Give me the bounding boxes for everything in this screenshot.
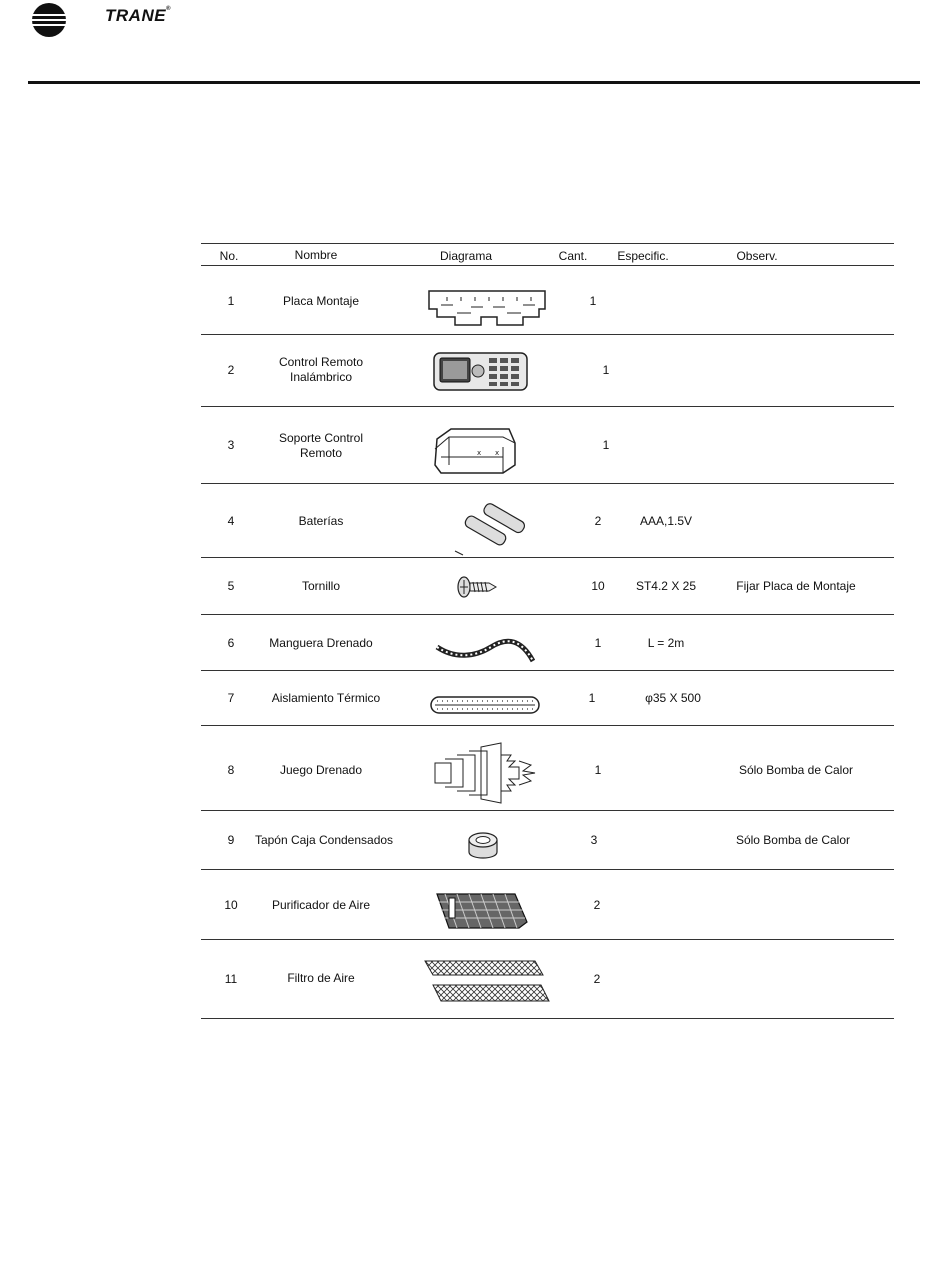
row-2-name: Control Remoto Inalámbrico — [278, 355, 364, 384]
remote-holder-icon — [433, 425, 519, 480]
drain-joint-icon — [431, 741, 541, 810]
row-divider — [201, 406, 894, 407]
row-11-no: 11 — [224, 972, 238, 986]
row-divider — [201, 869, 894, 870]
row-8-qty: 1 — [594, 763, 602, 777]
row-divider — [201, 810, 894, 811]
row-4-qty: 2 — [594, 514, 602, 528]
mounting-plate-icon — [427, 287, 549, 334]
row-divider — [201, 939, 894, 940]
row-10-name: Purificador de Aire — [271, 898, 371, 912]
row-5-spec: ST4.2 X 25 — [635, 579, 697, 593]
row-5-obs: Fijar Placa de Montaje — [736, 579, 856, 593]
brand-name: TRANE — [105, 6, 167, 25]
row-10-qty: 2 — [593, 898, 601, 912]
col-header-qty: Cant. — [558, 249, 588, 263]
svg-text:x: x — [477, 449, 482, 457]
row-6-qty: 1 — [594, 636, 602, 650]
row-9-qty: 3 — [590, 833, 598, 847]
row-divider — [201, 483, 894, 484]
col-header-name: Nombre — [294, 248, 338, 262]
row-5-no: 5 — [227, 579, 235, 593]
row-divider — [201, 614, 894, 615]
row-7-no: 7 — [227, 691, 235, 705]
brand-logo — [30, 0, 190, 40]
row-8-name: Juego Drenado — [279, 763, 363, 777]
row-1-name: Placa Montaje — [282, 294, 360, 308]
svg-text:x: x — [495, 449, 500, 457]
row-4-name: Baterías — [298, 514, 344, 528]
drain-hose-icon — [435, 637, 535, 670]
row-7-spec: φ35 X 500 — [645, 691, 701, 705]
brand-mark: ® — [166, 6, 171, 12]
row-4-no: 4 — [227, 514, 235, 528]
row-11-name: Filtro de Aire — [287, 971, 355, 985]
row-4-spec: AAA,1.5V — [639, 514, 693, 528]
row-3-qty: 1 — [602, 438, 610, 452]
table-top-line — [201, 243, 894, 244]
row-3-name: Soporte Control Remoto — [278, 431, 364, 460]
row-11-qty: 2 — [593, 972, 601, 986]
col-header-obs: Observ. — [736, 249, 778, 263]
row-8-obs: Sólo Bomba de Calor — [738, 763, 854, 777]
row-6-no: 6 — [227, 636, 235, 650]
row-2-no: 2 — [227, 363, 235, 377]
insulation-icon — [429, 693, 541, 724]
row-3-no: 3 — [227, 438, 235, 452]
row-5-qty: 10 — [591, 579, 605, 593]
screw-icon — [457, 574, 497, 605]
row-7-qty: 1 — [588, 691, 596, 705]
row-divider — [201, 557, 894, 558]
col-header-diagram: Diagrama — [439, 249, 493, 263]
row-9-no: 9 — [227, 833, 235, 847]
row-divider — [201, 725, 894, 726]
row-2-qty: 1 — [602, 363, 610, 377]
batteries-icon — [451, 501, 531, 562]
row-5-name: Tornillo — [301, 579, 340, 593]
row-divider — [201, 265, 894, 266]
row-6-name: Manguera Drenado — [269, 636, 373, 650]
row-9-obs: Sólo Bomba de Calor — [735, 833, 851, 847]
trane-globe-icon — [30, 0, 70, 40]
row-1-no: 1 — [227, 294, 235, 308]
row-divider — [201, 334, 894, 335]
row-7-name: Aislamiento Térmico — [271, 691, 381, 705]
header-rule — [28, 81, 920, 84]
row-divider — [201, 670, 894, 671]
row-10-no: 10 — [224, 898, 238, 912]
col-header-no: No. — [219, 249, 239, 263]
row-9-name: Tapón Caja Condensados — [254, 833, 394, 847]
row-8-no: 8 — [227, 763, 235, 777]
row-1-qty: 1 — [589, 294, 597, 308]
remote-control-icon — [433, 352, 529, 397]
air-filter-icon — [423, 959, 551, 1012]
drain-plug-icon — [465, 830, 501, 869]
table-bottom-line — [201, 1018, 894, 1019]
air-purifier-icon — [435, 890, 531, 935]
row-6-spec: L = 2m — [647, 636, 685, 650]
col-header-spec: Especific. — [617, 249, 669, 263]
